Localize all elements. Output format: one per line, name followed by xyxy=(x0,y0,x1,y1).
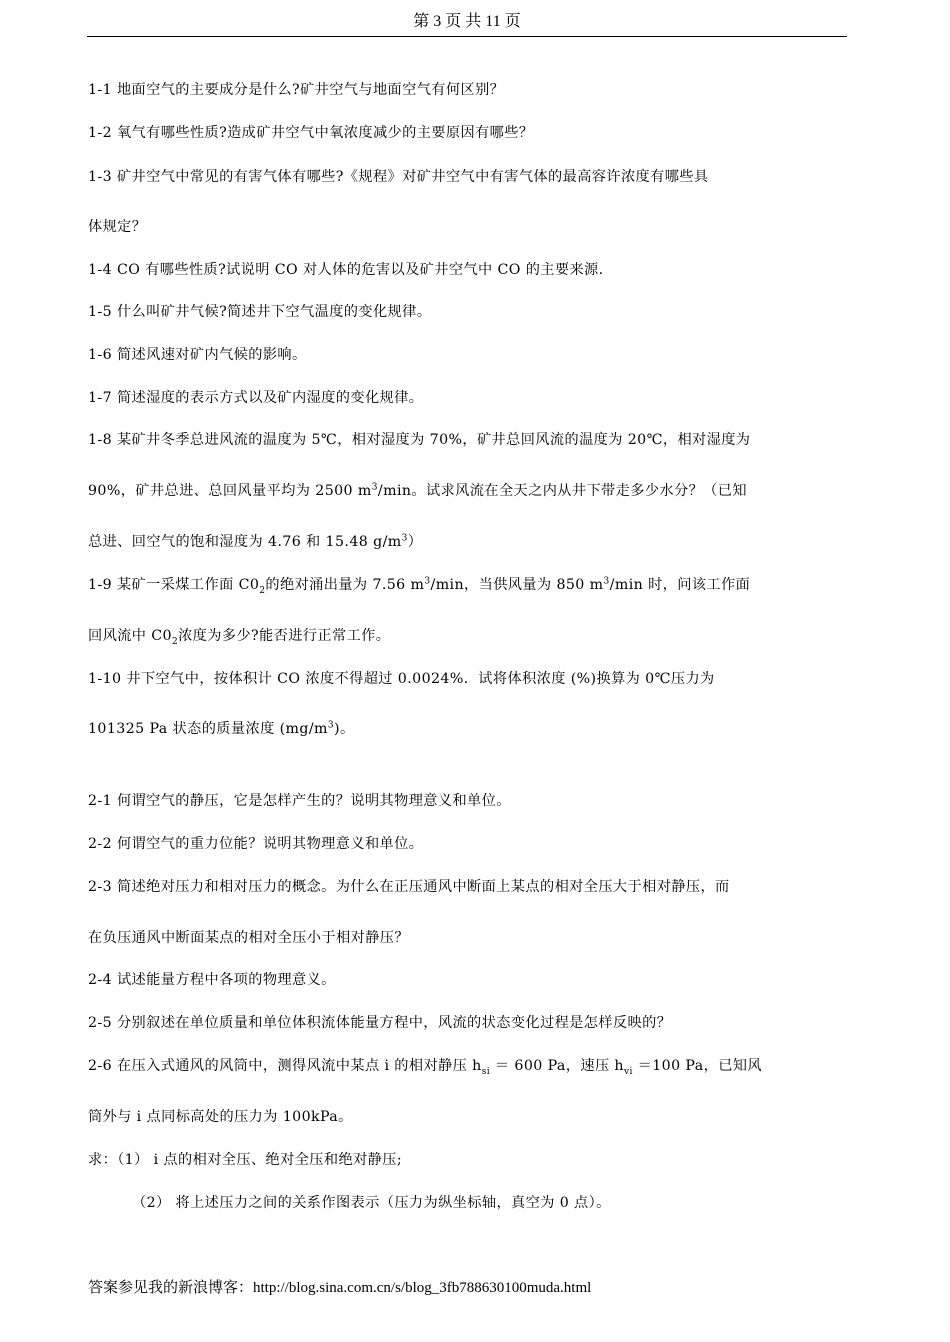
question-2-4: 2-4 试述能量方程中各项的物理意义。 xyxy=(88,972,336,988)
text-run: )。 xyxy=(334,721,355,737)
subscript: vi xyxy=(623,1066,633,1077)
text-run: 浓度为多少?能否进行正常工作。 xyxy=(178,628,391,644)
question-1-4: 1-4 CO 有哪些性质?试说明 CO 对人体的危害以及矿井空气中 CO 的主要来源. xyxy=(88,262,604,278)
question-1-5: 1-5 什么叫矿井气候?简述井下空气温度的变化规律。 xyxy=(88,304,432,320)
superscript: 3 xyxy=(371,482,378,493)
question-2-1: 2-1 何谓空气的静压，它是怎样产生的？说明其物理意义和单位。 xyxy=(88,793,511,809)
question-2-6-line3: 求：（1） i 点的相对全压、绝对全压和绝对静压; xyxy=(88,1152,403,1168)
page-header: 第 3 页 共 11 页 xyxy=(413,13,521,30)
text-run: /min，当供风量为 850 m xyxy=(430,577,604,593)
text-run: ＝100 Pa，已知风 xyxy=(632,1058,762,1074)
question-1-1: 1-1 地面空气的主要成分是什么?矿井空气与地面空气有何区别？ xyxy=(88,82,505,98)
text-run: /min。试求风流在全天之内从井下带走多少水分？（已知 xyxy=(377,483,747,499)
superscript: 3 xyxy=(327,720,335,731)
question-1-7: 1-7 简述湿度的表示方式以及矿内湿度的变化规律。 xyxy=(88,390,424,406)
header-rule xyxy=(87,36,847,37)
question-1-9-line2 xyxy=(88,627,390,645)
question-1-10-line2 xyxy=(88,720,355,738)
footer-note: 答案参见我的新浪博客：http://blog.sina.com.cn/s/blog_3fb788630100muda.html xyxy=(88,1280,592,1296)
question-2-6-line2: 筒外与 i 点同标高处的压力为 100kPa。 xyxy=(88,1109,353,1125)
question-1-6: 1-6 简述风速对矿内气候的影响。 xyxy=(88,347,307,363)
text-run: 1-9 某矿一采煤工作面 C0 xyxy=(88,577,260,593)
subscript: si xyxy=(481,1066,490,1077)
text-run: 回风流中 C0 xyxy=(88,628,172,644)
question-1-3-line1: 1-3 矿井空气中常见的有害气体有哪些?《规程》对矿井空气中有害气体的最高容许浓度有哪些具 xyxy=(88,169,709,185)
text-run: 的绝对涌出量为 7.56 m xyxy=(265,577,425,593)
text-run: ＝ 600 Pa，速压 h xyxy=(490,1058,624,1074)
superscript: 3 xyxy=(603,576,610,587)
superscript: 3 xyxy=(401,533,408,544)
subscript: 2 xyxy=(171,636,179,647)
text-run: 2-6 在压入式通风的风筒中，测得风流中某点 i 的相对静压 h xyxy=(88,1058,482,1074)
question-2-6-line4: （2） 将上述压力之间的关系作图表示（压力为纵坐标轴，真空为 0 点）。 xyxy=(132,1195,611,1211)
question-1-8-line2 xyxy=(88,482,747,500)
text-run: 90%，矿井总进、总回风量平均为 2500 m xyxy=(88,483,372,499)
subscript: 2 xyxy=(259,585,266,596)
question-1-10-line1: 1-10 井下空气中，按体积计 CO 浓度不得超过 0.0024%．试将体积浓度 (%)换算为 0℃压力为 xyxy=(88,671,715,687)
question-1-8-line3 xyxy=(88,533,422,551)
question-1-2: 1-2 氧气有哪些性质?造成矿井空气中氧浓度减少的主要原因有哪些？ xyxy=(88,125,534,141)
superscript: 3 xyxy=(424,576,431,587)
question-1-9-line1 xyxy=(88,576,750,594)
question-1-3-line2: 体规定？ xyxy=(88,219,147,235)
text-run: ） xyxy=(407,534,423,550)
text-run: 101325 Pa 状态的质量浓度 (mg/m xyxy=(88,721,328,737)
question-2-3-line2: 在负压通风中断面某点的相对全压小于相对静压？ xyxy=(88,930,409,946)
question-2-2: 2-2 何谓空气的重力位能？说明其物理意义和单位。 xyxy=(88,836,424,852)
question-1-8-line1: 1-8 某矿井冬季总进风流的温度为 5℃，相对湿度为 70%，矿井总回风流的温度为 20℃，相对湿度为 xyxy=(88,432,751,448)
question-2-3-line1: 2-3 简述绝对压力和相对压力的概念。为什么在正压通风中断面上某点的相对全压大于相对静压，而 xyxy=(88,879,730,895)
question-2-5: 2-5 分别叙述在单位质量和单位体积流体能量方程中，风流的状态变化过程是怎样反映的？ xyxy=(88,1015,672,1031)
text-run: 总进、回空气的饱和湿度为 4.76 和 15.48 g/m xyxy=(88,534,402,550)
question-2-6-line1 xyxy=(88,1057,762,1075)
text-run: /min 时，问该工作面 xyxy=(609,577,751,593)
